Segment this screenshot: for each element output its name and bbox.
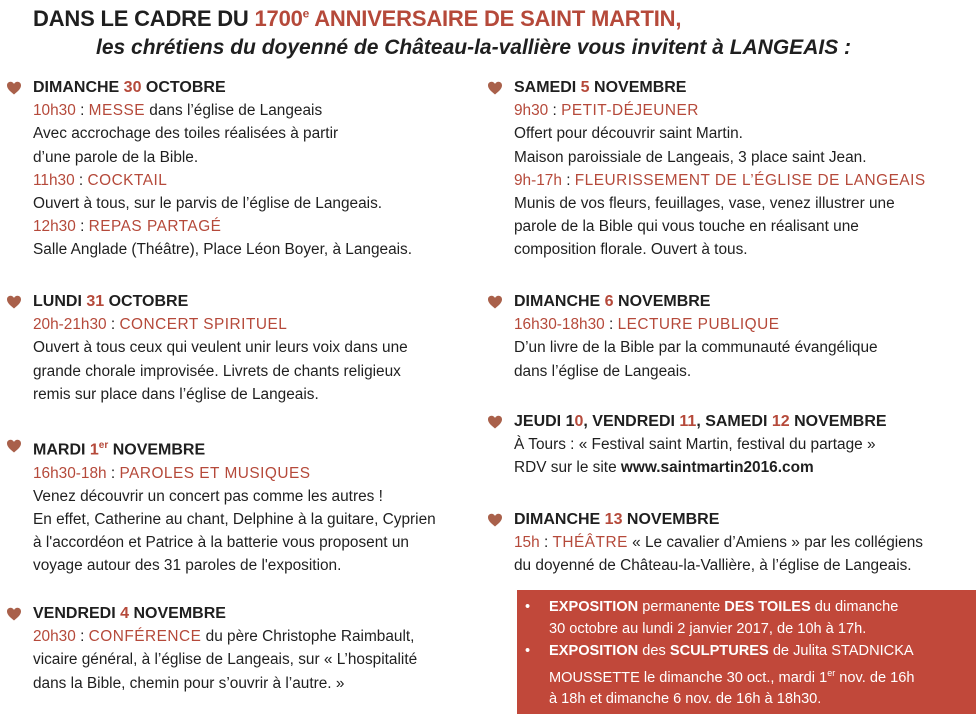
event-desc: D’un livre de la Bible par la communauté évangélique [514,339,878,357]
event-desc: En effet, Catherine au chant, Delphine à la guitare, Cyprien [33,510,436,528]
event-day: DIMANCHE 13 NOVEMBRE [514,511,720,528]
exposition-box [517,590,976,714]
event-day: VENDREDI 4 NOVEMBRE [33,605,226,622]
heart-icon [6,438,22,454]
event-time-line: 12h30 : REPAS PARTAGÉ [33,218,222,236]
title-year-sup: e [302,6,310,21]
event-dimanche-13-novembre [514,508,923,578]
heart-icon [487,414,503,430]
event-time-line: 9h-17h : FLEURISSEMENT DE L’ÉGLISE DE LANGEAIS [514,171,926,189]
event-time-line: 20h-21h30 : CONCERT SPIRITUEL [33,316,288,334]
event-time-line: 16h30-18h : PAROLES ET MUSIQUES [33,464,311,482]
event-desc: Avec accrochage des toiles réalisées à partir [33,125,339,143]
event-vendredi-4-novembre [33,602,417,695]
title-year: 1700 [254,6,303,31]
heart-icon [6,606,22,622]
event-time-line: 15h : THÉÂTRE « Le cavalier d’Amiens » par les collégiens [514,534,923,552]
event-day: JEUDI 10, VENDREDI 11, SAMEDI 12 NOVEMBRE [514,413,887,430]
event-desc: Munis de vos fleurs, feuillages, vase, venez illustrer une [514,195,895,213]
event-festival-10-12-novembre [514,410,887,480]
event-desc: remis sur place dans l’église de Langeais. [33,385,319,403]
event-day: DIMANCHE 6 NOVEMBRE [514,293,711,310]
event-time-line: 9h30 : PETIT-DÉJEUNER [514,102,699,120]
title-prefix: DANS LE CADRE DU [33,6,255,31]
event-desc: à l'accordéon et Patrice à la batterie vous proposent un [33,534,409,552]
event-samedi-5-novembre [514,76,926,262]
event-mardi-1-novembre [33,434,436,578]
event-desc: voyage autour des 31 paroles de l'exposition. [33,557,342,575]
bullet-icon: • [525,599,531,615]
event-day: DIMANCHE 30 OCTOBRE [33,79,226,96]
bullet-icon: • [525,643,531,659]
event-desc: dans la Bible, chemin pour s’ouvrir à l’autre. » [33,674,345,692]
title-suffix: ANNIVERSAIRE DE SAINT MARTIN, [309,6,682,31]
event-desc: Salle Anglade (Théâtre), Place Léon Boyer, à Langeais. [33,241,413,259]
event-desc: À Tours : « Festival saint Martin, festival du partage » [514,436,876,454]
event-desc: parole de la Bible qui vous touche en réalisant une [514,218,859,236]
event-desc: Ouvert à tous, sur le parvis de l’église de Langeais. [33,195,383,213]
event-dimanche-30-octobre [33,76,412,262]
event-desc: Ouvert à tous ceux qui veulent unir leurs voix dans une [33,339,408,357]
heart-icon [6,294,22,310]
heart-icon [487,512,503,528]
heart-icon [6,80,22,96]
event-desc: d’une parole de la Bible. [33,148,199,166]
event-desc: RDV sur le site www.saintmartin2016.com [514,459,814,477]
event-day: SAMEDI 5 NOVEMBRE [514,79,687,96]
page-subtitle: les chrétiens du doyenné de Château-la-vallière vous invitent à LANGEAIS : [96,36,852,59]
event-desc: Offert pour découvrir saint Martin. [514,125,743,143]
heart-icon [487,80,503,96]
event-desc: Venez découvrir un concert pas comme les autres ! [33,487,383,505]
event-lundi-31-octobre [33,290,408,406]
website-link[interactable]: www.saintmartin2016.com [620,459,814,477]
event-desc: composition florale. Ouvert à tous. [514,241,748,259]
event-day: MARDI 1er NOVEMBRE [33,440,206,459]
event-time-line: 11h30 : COCKTAIL [33,171,168,189]
event-desc: grande chorale improvisée. Livrets de chants religieux [33,362,401,380]
event-dimanche-6-novembre [514,290,878,383]
page-title [33,6,973,32]
event-time-line: 20h30 : CONFÉRENCE du père Christophe Raimbault, [33,628,415,646]
event-desc: Maison paroissiale de Langeais, 3 place saint Jean. [514,148,867,166]
event-desc: du doyenné de Château-la-Vallière, à l’église de Langeais. [514,557,912,575]
event-desc: dans l’église de Langeais. [514,362,692,380]
event-time-line: 10h30 : MESSE dans l’église de Langeais [33,102,323,120]
exposition-item-toiles: • EXPOSITION permanente DES TOILES du dimanche 30 octobre au lundi 2 janvier 2017, de 10h à 17h. [525,599,899,637]
event-desc: vicaire général, à l’église de Langeais, sur « L’hospitalité [33,651,418,669]
event-time-line: 16h30-18h30 : LECTURE PUBLIQUE [514,316,780,334]
exposition-item-sculptures: • EXPOSITION des SCULPTURES de Julita STADNICKA MOUSSETTE le dimanche 30 oct., mardi 1er nov. de 16h à 18h et dimanche 6 nov. de 16h à 18h30. [525,643,915,707]
event-day: LUNDI 31 OCTOBRE [33,293,189,310]
heart-icon [487,294,503,310]
